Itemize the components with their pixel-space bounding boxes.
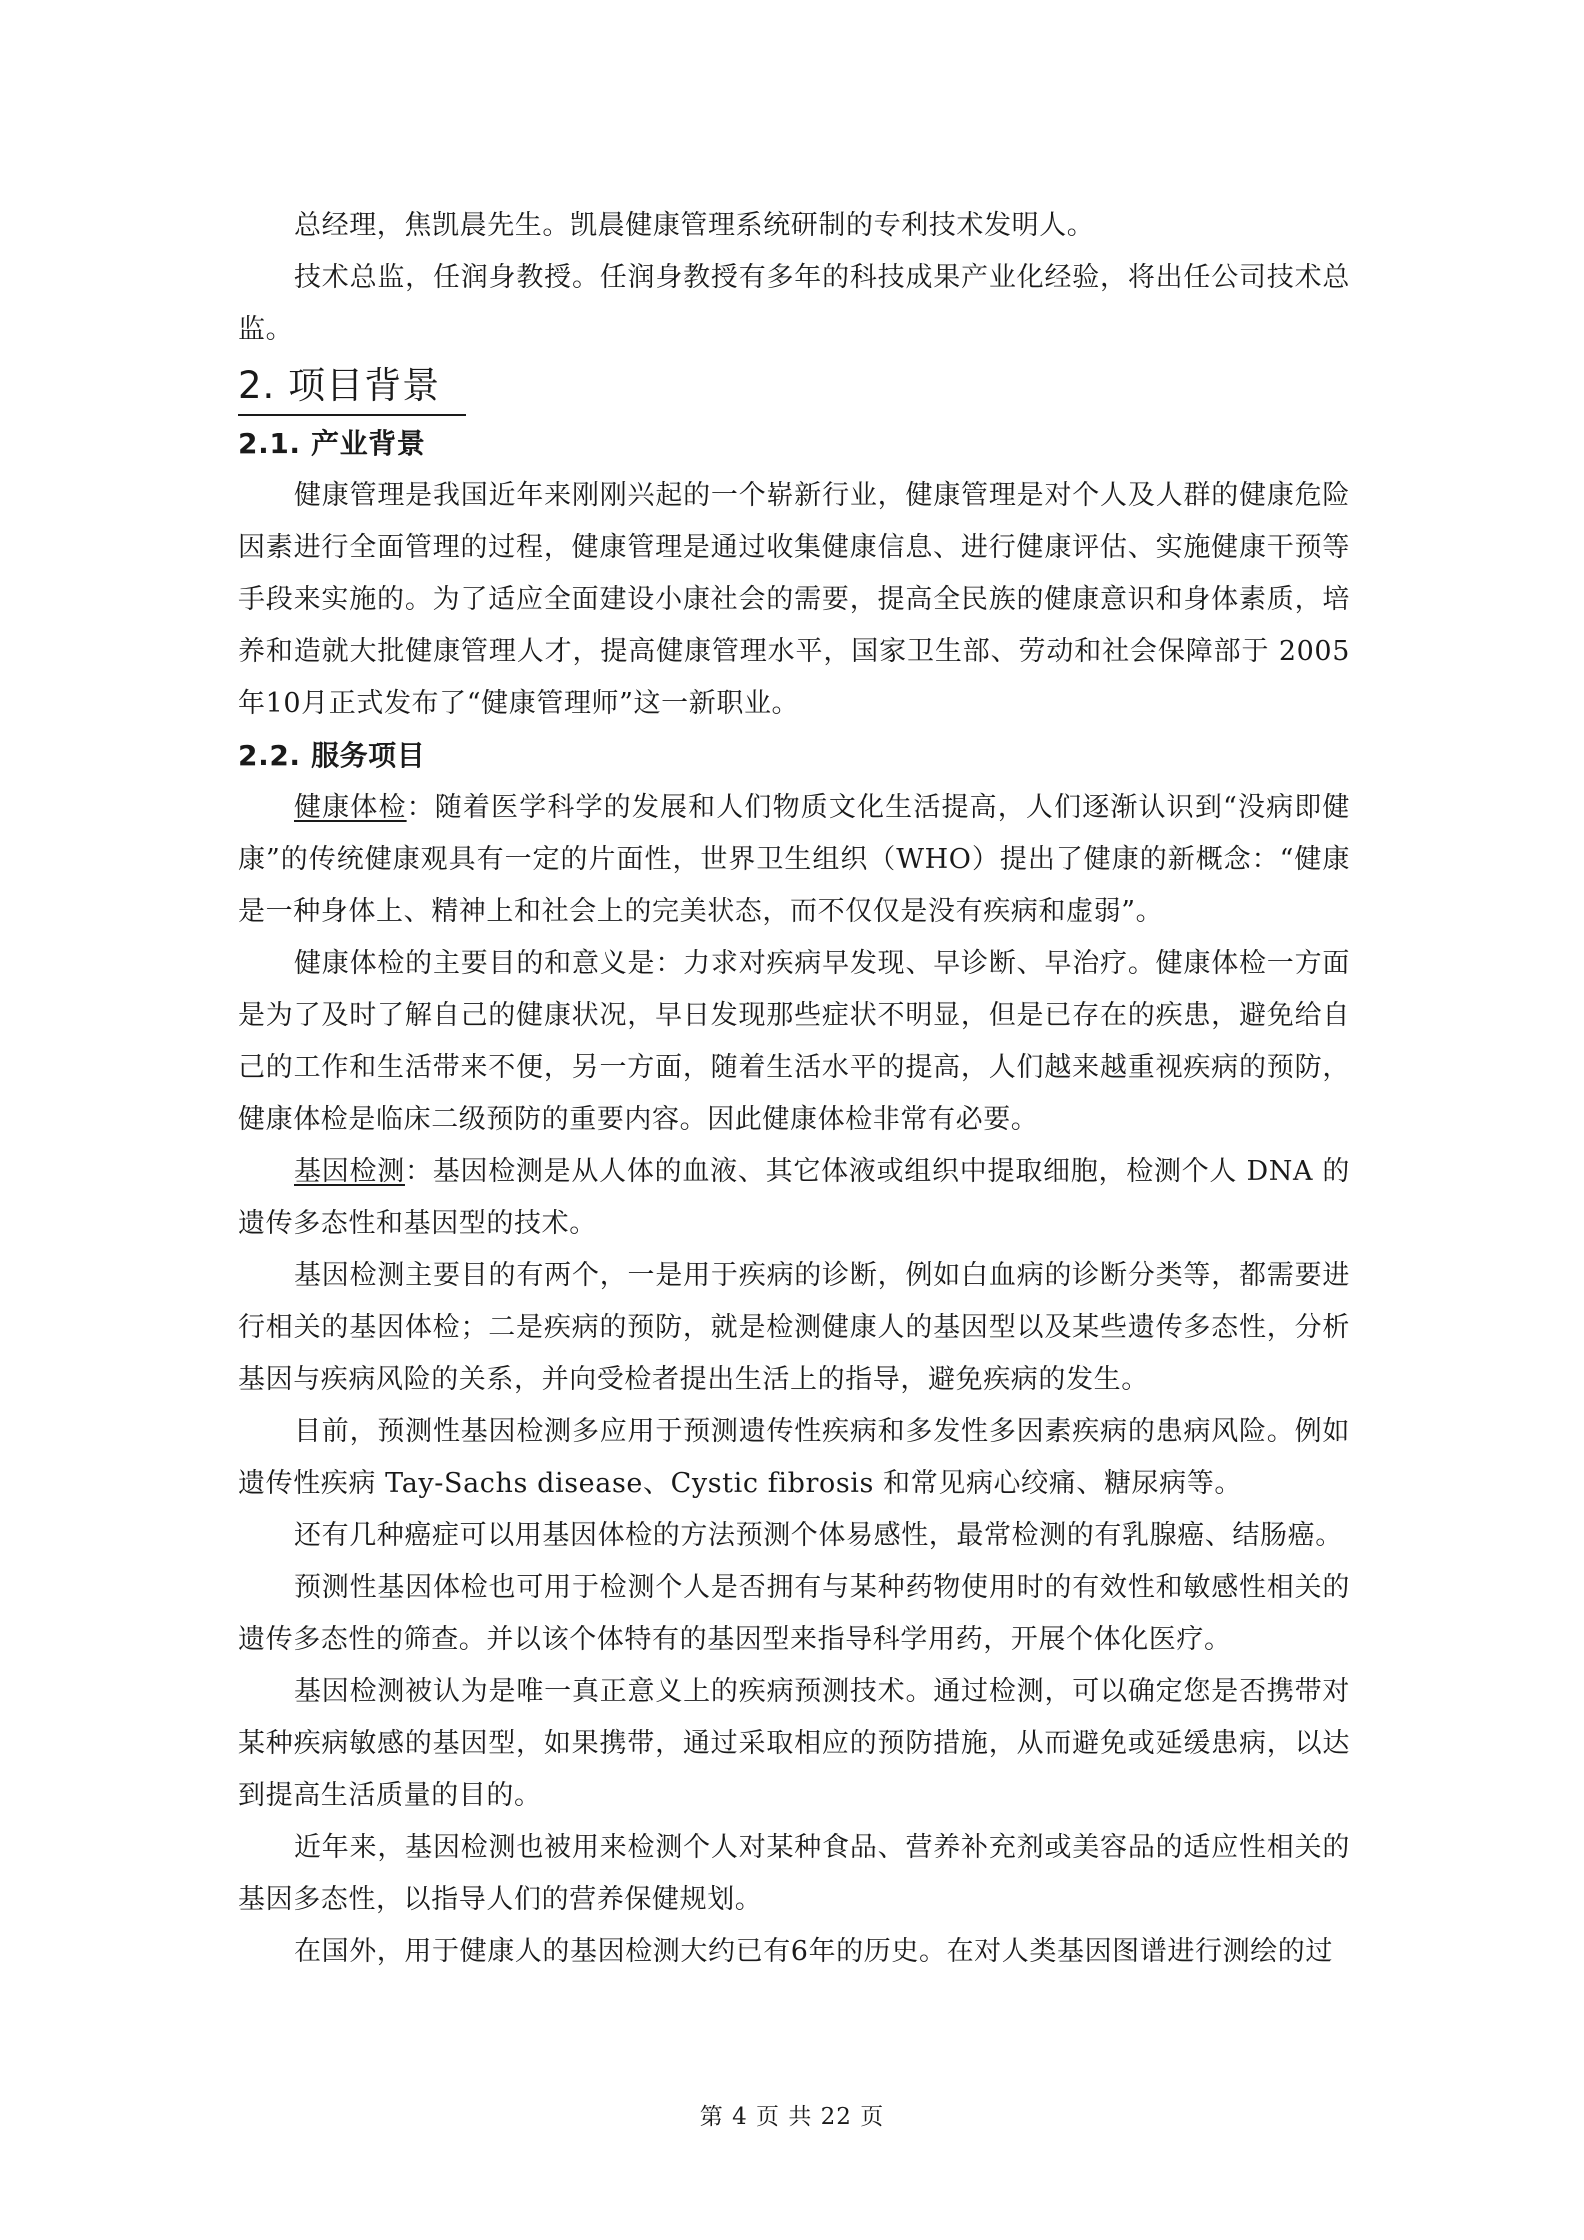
- checkup-intro-text: ：随着医学科学的发展和人们物质文化生活提高，人们逐渐认识到“没病即健康”的传统健康观具有一定的片面性，世界卫生组织（WHO）提出了健康的新概念：“健康是一种身体上、精神上和社会上的完美状态，而不仅仅是没有疾病和虚弱”。: [238, 792, 1350, 927]
- page-footer: 第 4 页 共 22 页: [699, 2104, 885, 2130]
- paragraph-gene-prediction-tech: 基因检测被认为是唯一真正意义上的疾病预测技术。通过检测，可以确定您是否携带对某种疾病敏感的基因型，如果携带，通过采取相应的预防措施，从而避免或延缓患病，以达到提高生活质量的目的。: [238, 1676, 1350, 1811]
- paragraph-gene-purpose: 基因检测主要目的有两个，一是用于疾病的诊断，例如白血病的诊断分类等，都需要进行相关的基因体检；二是疾病的预防，就是检测健康人的基因型以及某些遗传多态性，分析基因与疾病风险的关系，并向受检者提出生活上的指导，避免疾病的发生。: [238, 1260, 1350, 1395]
- paragraph-checkup-intro: [238, 782, 1350, 938]
- paragraph-gene-drug: 预测性基因体检也可用于检测个人是否拥有与某种药物使用时的有效性和敏感性相关的遗传多态性的筛查。并以该个体特有的基因型来指导科学用药，开展个体化医疗。: [238, 1572, 1350, 1655]
- paragraph-checkup-purpose: 健康体检的主要目的和意义是：力求对疾病早发现、早诊断、早治疗。健康体检一方面是为了及时了解自己的健康状况，早日发现那些症状不明显，但是已存在的疾患，避免给自己的工作和生活带来不便，另一方面，随着生活水平的提高，人们越来越重视疾病的预防，健康体检是临床二级预防的重要内容。因此健康体检非常有必要。: [238, 948, 1350, 1135]
- gene-intro-text: ：基因检测是从人体的血液、其它体液或组织中提取细胞，检测个人 DNA 的遗传多态性和基因型的技术。: [238, 1156, 1350, 1239]
- paragraph-gene-intro: [238, 1146, 1350, 1250]
- paragraph-gene-nutrition: 近年来，基因检测也被用来检测个人对某种食品、营养补充剂或美容品的适应性相关的基因多态性，以指导人们的营养保健规划。: [238, 1832, 1350, 1915]
- paragraph-gene-history: 在国外，用于健康人的基因检测大约已有6年的历史。在对人类基因图谱进行测绘的过: [294, 1936, 1333, 1967]
- section-heading: [238, 358, 1350, 416]
- subsection-heading-services: 2.2. 服务项目: [238, 739, 426, 772]
- paragraph-general-manager: 总经理，焦凯晨先生。凯晨健康管理系统研制的专利技术发明人。: [294, 210, 1095, 241]
- paragraph-industry-background: 健康管理是我国近年来刚刚兴起的一个崭新行业，健康管理是对个人及人群的健康危险因素进行全面管理的过程，健康管理是通过收集健康信息、进行健康评估、实施健康干预等手段来实施的。为了适应全面建设小康社会的需要，提高全民族的健康意识和身体素质，培养和造就大批健康管理人才，提高健康管理水平，国家卫生部、劳动和社会保障部于 2005年10月正式发布了“健康管理师”这一新职业。: [238, 480, 1350, 719]
- document-body: [238, 200, 1350, 1978]
- paragraph-gene-predictive: 目前，预测性基因检测多应用于预测遗传性疾病和多发性多因素疾病的患病风险。例如遗传性疾病 Tay-Sachs disease、Cystic fibrosis 和常见病心绞痛、糖尿病等。: [238, 1416, 1350, 1499]
- paragraph-gene-cancer: 还有几种癌症可以用基因体检的方法预测个体易感性，最常检测的有乳腺癌、结肠癌。: [294, 1520, 1343, 1551]
- section-title: 2. 项目背景: [238, 358, 466, 416]
- subsection-heading-industry: 2.1. 产业背景: [238, 427, 426, 460]
- term-health-checkup: 健康体检: [294, 792, 407, 823]
- term-gene-testing: 基因检测: [294, 1156, 405, 1187]
- paragraph-technical-director: 技术总监，任润身教授。任润身教授有多年的科技成果产业化经验，将出任公司技术总监。: [238, 262, 1350, 345]
